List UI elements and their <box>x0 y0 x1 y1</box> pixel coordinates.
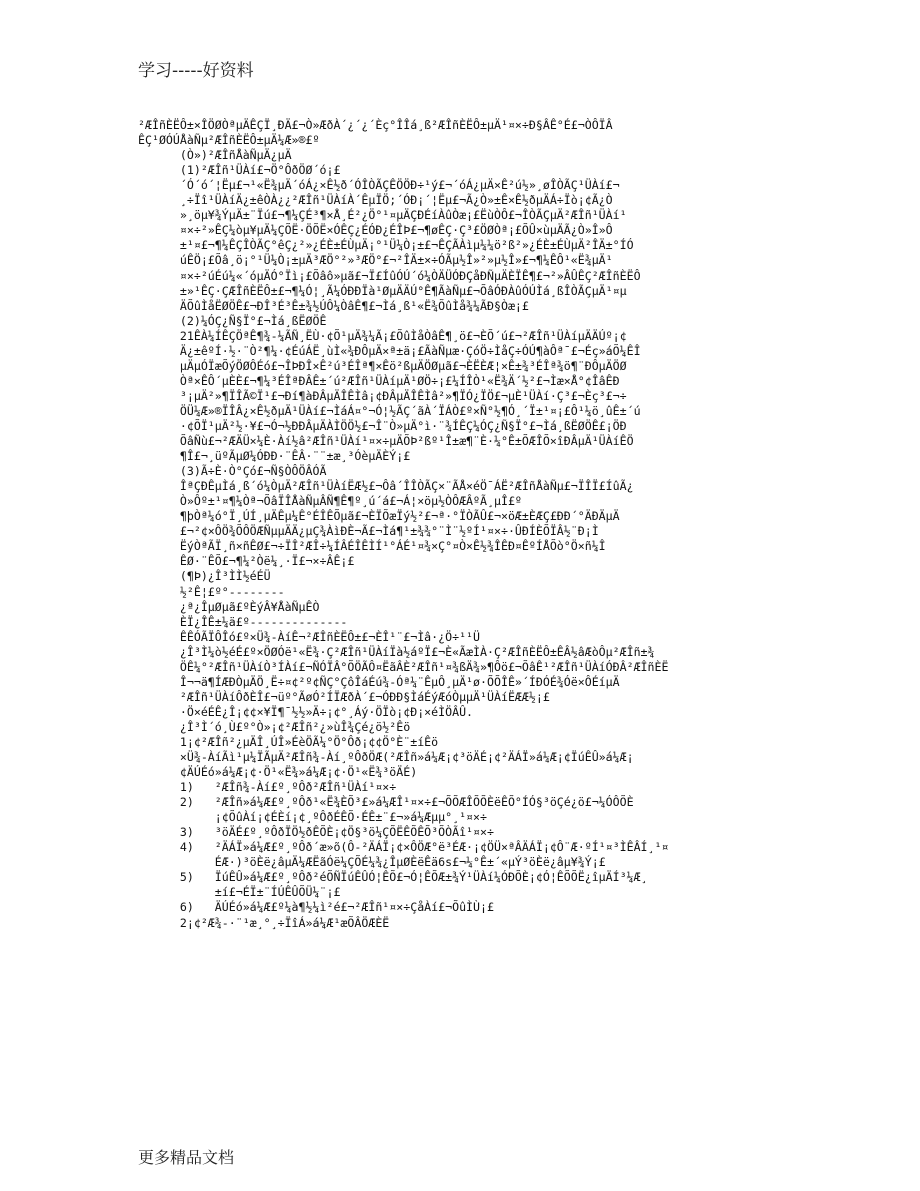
text-line: ÊÊÓÃÏÔÎó£º×Ü¾-ÀíÊ¬²ÆÎñÈËÔ±£¬ÈÎ¹¨£¬Ìâ·¿Ö÷¹¹Ü <box>138 629 481 644</box>
text-line: ±¹¤£¬¶¼ÊÇÎÒÃÇ°êÇ¿²»¿ÉÈ±ÉÙµÄ¡°¹Ü¼Ò¡±£¬ÊÇÃÀìµ¼¼ö²ß²»¿ÉÈ±ÉÙµÄ²ÎÄ±°ÍÓ <box>138 238 634 253</box>
text-line: ÊÇ¹ØÓÚÅàÑµ²ÆÎñÈËÔ±µÄ¼Æ»®£º <box>138 133 320 148</box>
text-line: »¸öµ¥¾ÝµÄ±¨Ïú£¬¶¼ÇÉ³¶×Å¸É²¿Ö°¹¤µÄÇÐÉíÀûÒæ¡£ËùÒÔ£¬ÎÒÃÇµÄ²ÆÎñ¹ÜÀí¹ <box>138 208 627 223</box>
text-line: ×Ü¾-ÀíÃì¹µ¼ÏÃµÄ²ÆÎñ¾-Àí¸ºÔðÖÆ(²ÆÎñ»á¼Æ¡¢³öÄÉ¡¢²ÄÁÏ»á¼Æ¡¢ÏúÊÛ»á¼Æ¡ <box>138 750 634 765</box>
text-line: Ò»Ôº±¹¤¶¼Òª¬ÕâÏÎÅàÑµÂÑ¶Ê¶º¸ú´á£¬Á¦×öµ½ÒÔÆÂºÃ¸µÎ£º <box>138 494 522 509</box>
page-header: 学习-----好资料 <box>138 61 254 81</box>
text-line: 2) ²ÆÎñ»á¼Æ£º¸ºÔð¹«Ë¾ÈÕ³£»á¼ÆÎ¹¤×÷£¬ÕÕÆÎÕÕÈëÊÕ°ÍÓ§³öÇé¿ö£¬¼ÓÔÕÈ <box>138 795 634 810</box>
text-line: ±»¹ÊÇ·ÇÆÎñÈËÔ±£¬¶¼Ó¦¸Ã¼ÓÐÐÏà¹ØµÄÄÚ°Ê¶ÃàÑµ£¬ÕâÓÐÀûÓÚÌá¸ßÎÒÃÇµÄ¹¤µ <box>138 283 627 298</box>
text-line: ¶Î£¬¸üºÃµØ¼ÓÐÐ·¨ÊÂ·¨¨±æ¸³ÓèµÄÈÝ¡£ <box>138 449 411 464</box>
page-footer: 更多精品文档 <box>138 1148 235 1167</box>
text-line: Ä¿±êºÍ·½·¨Ò²¶¼·¢ÉúÁË¸ùÌ«¾ÐÔµÄ×ª±ä¡£ÃàÑµæ·ÇóÖ÷ÌåÇ÷ÓÚ¶àÔª¯£¬Éç»áÕ¼ÊÎ <box>138 343 641 358</box>
text-line: ¤×÷²»ÊÇ¼òµ¥µÄ¼ÇÕË·ÖÕË×ÓÊÇ¿ÉÓÐ¿ÉÎÞ£¬¶øÊÇ·Ç³£ÖØÒª¡£ÕÛ×ùµÄÃ¿Ò»Î»Ô <box>138 223 613 238</box>
text-line: 5) ÏúÊÛ»á¼Æ£º¸ºÔð²éÕÑÏúÊÛÓ¦ÊÕ£¬Ó¦ÊÕÆ±¾Ý¹ÜÀí¼ÓÐÕÈ¡¢Ó¦ÊÕÕË¿îµÄÍ³¼Æ¸ <box>138 870 648 885</box>
text-line: ËýÒªÃÏ¸ñ×ñÊØ£¬÷ÏÎ²ÆÎ÷¼ÍÂÉÎÊÌÍ¹°ÁÉ¹¤¾×Ç°¤Ò×Ê½¾ÎÊÐ¤ÊºÍÅÕò°Ö×ñ¼Î <box>138 539 606 554</box>
text-line: ÉÆ·)³öÈë¿âµÄ¼ÆËãÓë¼ÇÕÉ¼¾¿ÎµØÈëÊä6s£¬¼°Ê±´«µÝ³öÈë¿âµ¥¾Ý¡£ <box>138 855 606 870</box>
text-line <box>138 103 818 118</box>
text-line: ½²Ê¦£º°-------- <box>138 584 285 599</box>
text-line: ²ÆÎñÈËÔ±×ÎÖØÒªµÄÊÇÏ¸ÐÄ£¬Ò»ÆðÀ´¿´¿´Èç°ÎÎá¸ß²ÆÎñÈËÔ±µÄ¹¤×÷Ð§ÂÊ°É£¬ÒÔÏÂ <box>138 118 613 133</box>
text-line: (Ò»)²ÆÎñÅàÑµÄ¿µÄ <box>138 148 292 163</box>
text-line: 2¡¢²Æ¾-·¨¹æ¸°¸÷ÏîÁ»á¼Æ¹æÕÂÖÆÈË <box>138 915 390 930</box>
text-line: ÖÊ¼°²ÆÎñ¹ÜÀíÒ³ÍÀí£¬ÑÓÏÂ°ÕÖÃÔ¤ËãÂÈ²ÆÎñ¹¤¾ßÄ¾»¶Ôö£¬ÕâÊ¹²ÆÎñ¹ÜÀíÓÐÂ²ÆÎñÈË <box>138 659 669 674</box>
text-line: ¡¢ÕûÀí¡¢ÉÈí¡¢¸ºÔðÉÊÕ·ÉÊ±¨£¬»á¼Æµµ°¸¹¤×÷ <box>138 810 488 825</box>
text-line: µÄµÓÏæÕýÖØÔÉó£¬ÎÞÐÎ×Ê²ú³ÉÎª¶×Êö²ßµÄÖØµã£¬ÈËÈÆ¦×Ê±¾³ÉÎª¾ö¶¨ÐÔµÄÖØ <box>138 358 627 373</box>
text-line: ¸÷Ïî¹ÜÀíÄ¿±êÒÀ¿¿²ÆÎñ¹ÜÀíÀ´ÊµÏÖ;´ÓÐ¡´¦Ëµ£¬Ã¿Ò»±Ê×Ê½ðµÄÁ÷Ïò¡¢Ã¿Ò <box>138 193 613 208</box>
text-line: ´Ó´ó´¦Ëµ£¬¹«Ë¾µÄ´óÁ¿×Ê½ð´ÓÎÒÃÇÊÖÖÐ÷¹ý£¬´óÁ¿µÄ×Ê²ú½»¸øÎÒÃÇ¹ÜÀí£¬ <box>138 178 620 193</box>
text-line: ¤×÷²úÉú¼«´óµÄÓ°Ïì¡£Õâô»µã£¬Ï£ÍûÓÚ´ó¼ÒÄÜÓÐÇåÐÑµÄÈÏÊ¶£¬²»ÂÛÊÇ²ÆÎñÈËÔ <box>138 268 641 283</box>
text-line: £¬²¢×ÔÖ¾ÕÔÖÆÑµµÄÄ¿µÇ¾ÀìÐÈ¬Ã£¬Ìá¶¹±¾¾°¨Ì¨½ºÍ¹¤×÷·ÛÐÍÈÕÏÂ½¨Ð¡Ì <box>138 524 599 539</box>
text-line: 6) ÄÚÉó»á¼Æ£º¼à¶½¼ì²é£¬²ÆÎñ¹¤×÷ÇåÀí£¬ÕûÌÙ¡£ <box>138 900 494 915</box>
text-line: Î¬¬ä¶ÍÆÐÒµÄÖ¸Ë÷¤¢²º¢ÑÇ°ÇôÎáÉú¾-Óª¼¨ÊµÔ¸µÄ¹ø·ÕÕÎÊ»´ÍÐÓÉ¾Óë×ÔÉíµÄ <box>138 674 620 689</box>
text-line: ¿Î³Ì´ó¸Ù£º°Ò»¡¢²ÆÎñ²¿»ùÎ¾Çé¿ö½²Êö <box>138 719 411 734</box>
text-line: úÊÖ¡£Õâ¸ö¡°¹Ü¼Ò¡±µÄ³ÆÖ°²»³ÆÖ°£¬²ÎÄ±×÷ÓÃµ½Î»²»µ½Î»£¬¶¼ÊÔ¹«Ë¾µÄ¹ <box>138 253 613 268</box>
text-line: ·¢ÕÏ¹µÄ²½·¥£¬Ó¬½ÐÐÂµÄÀÌÖÖ½£¬Î¨Ò»µÄ°ì·¨¾ÍÊÇ¼ÓÇ¿Ñ§Ï°£¬Ìá¸ßËØÖÊ£¡ÖÐ <box>138 418 627 433</box>
text-line: 21ÊÀ¼ÍÊÇÖªÊ¶¾-¼ÃÑ¸ËÙ·¢Õ¹µÄ¾¼Ã¡£ÕûÌåÒâÊ¶¸ö£¬ÈÕ´ú£¬²ÆÎñ¹ÜÀíµÄÄÚº¡¢ <box>138 328 627 343</box>
text-line: ¿Î³Ì¼ò½éÉ£º×ÖØÓë¹«Ë¾·Ç²ÆÎñ¹ÜÀíÏà½áºÏ£¬È«ÃæÌÀ·Ç²ÆÎñÈËÔ±ÊÂ½âÆòÔµ²ÆÎñ±¾ <box>138 644 655 659</box>
text-line: (¶Þ)¿Î³ÌÌ½éÉÜ <box>138 569 271 584</box>
text-line: 1¡¢²ÆÎñ²¿µÄÎ¸ÚÎ»ÉèÖÃ¼°Ö°Ôð¡¢¢Ö°È¨±íÊö <box>138 734 439 749</box>
text-line: ³¡µÄ²»¶ÏÎÃ©Ï¹£¬Ðí¶àÐÂµÄÎÊÌâ¡¢ÐÂµÄÎÊÌâ²»¶ÏÓ¿ÏÖ£¬µÈ¹ÜÀí·Ç³£¬Èç³£¬÷ <box>138 388 627 403</box>
text-line: ÕâÑù£¬²ÆÄÜ×¼È·Àí½â²ÆÎñ¹ÜÀí¹¤×÷µÄÕÞ²ßº¹Î±æ¶¨È·¼°Ê±ÕÆÎÕ×îÐÂµÄ¹ÜÀíÊÖ <box>138 434 634 449</box>
text-line: ±í£¬ÉÏ±¨ÍÚÊÛÕÜ¼¨¡£ <box>138 885 341 900</box>
text-line: ÊØ·¨ÊÕ£¬¶¼²Òë¼¸·Ï£¬×÷ÂÊ¡£ <box>138 554 355 569</box>
text-line: (3)Ã÷È·Ò°Çó£¬Ñ§ÒÔÖÂÓÃ <box>138 464 327 479</box>
text-line: 1) ²ÆÎñ¾-Àí£º¸ºÔð²ÆÎñ¹ÜÀí¹¤×÷ <box>138 780 397 795</box>
text-line: 4) ²ÄÁÏ»á¼Æ£º¸ºÔð´æ»õ(Ô-²ÄÁÏ¡¢×ÔÖÆ°ë³ÉÆ·¡¢ÖÜ×ªÂÄÁÏ¡¢Ô¨Æ·ºÍ¹¤³ÌÊÂÍ¸¹¤ <box>138 840 669 855</box>
text-line: ÎªÇÐÊµÌá¸ß´ó¼ÒµÄ²ÆÎñ¹ÜÀíËÆ½£¬Ôâ´ÎÎÒÃÇ×¨ÃÅ×éÖ¯ÁË²ÆÎñÅàÑµ£¬ÏÎÏ£ÍûÃ¿ <box>138 479 634 494</box>
text-line: ¶þÒª¼ó°Ï¸ÚÍ¸µÄÊµ¼Ê°ÉÎÊÕµã£¬ÈÏÕæÏý½²£¬ª·°ÏÒÃÛ£¬×öÆ±ÈÆÇ£ÐÐ´°ÄÐÄµÄ <box>138 509 620 524</box>
text-line: Òª×ÊÔ´µÈÈ£¬¶¼³ÉÎªÐÂÊ±´ú²ÆÎñ¹ÜÀíµÄ¹ØÖ÷¡£¼ÍÎÒ¹«Ë¾Ä´½²£¬Ìæ×Å°¢ÎâÊÐ <box>138 373 620 388</box>
text-line: ÈÏ¿ÎÊ±¼ä£º-------------- <box>138 614 348 629</box>
text-line: (2)¼ÓÇ¿Ñ§Ï°£¬Ìá¸ßËØÖÊ <box>138 313 327 328</box>
text-line: 3) ³öÄÉ£º¸ºÔðÏÖ½ðÊÕÈ¡¢Ö§³ö¼ÇÕËÊÕÊÕ³ÕÒÃî¹¤×÷ <box>138 825 494 840</box>
text-line: ²ÆÎñ¹ÜÀíÔðÈÎ£¬üº°ÃøÓ²ÍÏÆðÀ´£¬ÓÐÐ§ÌáÉýÆóÒµµÄ¹ÜÀíËÆÆ½¡£ <box>138 689 550 704</box>
text-line: ¿ª¿ÎµØµã£ºÈýÂ¥ÅàÑµÊÒ <box>138 599 320 614</box>
document-body <box>138 103 818 931</box>
text-line: ·Ö×éÉÊ¿Î¡¢¢×¥Ï¶¯½½»Ä÷¡¢°¸Áý·ÖÏò¡¢Ð¡×éÌÖÂÛ. <box>138 704 474 719</box>
text-line: (1)²ÆÎñ¹ÜÀí£¬Ö°ÔðÖØ´ó¡£ <box>138 163 341 178</box>
text-line: ÄÕûÌåËØÖÊ£¬ÐÎ³É³Ê±¾½ÚÔ¼ÒâÊ¶£¬Ìá¸ß¹«Ë¾ÕûÌå¾¼ÃÐ§Òæ¡£ <box>138 298 529 313</box>
text-line: ¢ÄÚÉó»á¼Æ¡¢·Ö¹«Ë¾»á¼Æ¡¢·Ö¹«Ë¾³öÄÉ) <box>138 765 418 780</box>
text-line: ÖÜ¼Æ»®ÏÎÂ¿×Ê½ðµÄ¹ÜÀí£¬ÌáÁ¤°¬Ó¦½ÃÇ´ãÀ´ÏÁÒ£º×Ñ°½¶Ó¸´Ï±¹¤¡£Ô¹¼ö¸ûÊ±´ú <box>138 403 641 418</box>
